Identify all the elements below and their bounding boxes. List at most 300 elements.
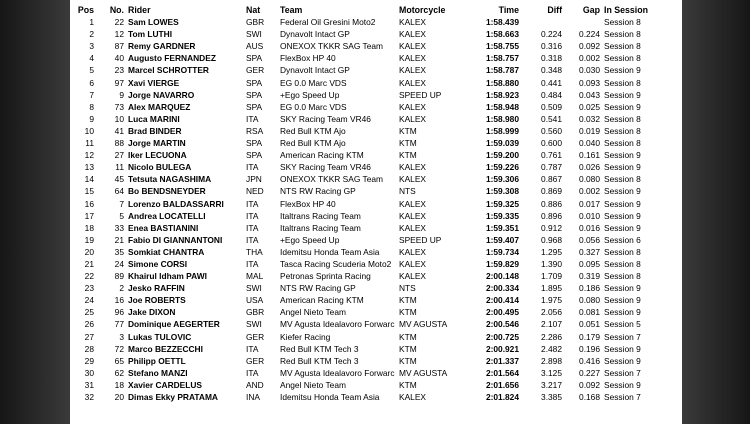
row-number: 12 xyxy=(114,29,124,40)
header-nat: Nat xyxy=(246,5,261,15)
row-diff xyxy=(521,16,564,28)
table-row xyxy=(70,173,682,185)
row-time: 1:58.439 xyxy=(485,17,519,28)
row-motorcycle: KALEX xyxy=(399,65,427,76)
table-row xyxy=(70,379,682,391)
row-nat: USA xyxy=(246,295,264,306)
table-row xyxy=(70,318,682,330)
row-team: Idemitsu Honda Team Asia xyxy=(280,392,380,402)
row-diff: 3.217 xyxy=(541,379,562,390)
row-pos: 23 xyxy=(84,283,94,294)
row-number: 22 xyxy=(114,17,124,28)
row-gap: 0.092 xyxy=(579,41,600,52)
row-session: Session 8 xyxy=(604,174,641,185)
table-row xyxy=(70,198,682,210)
row-motorcycle: KTM xyxy=(399,379,417,390)
row-number: 97 xyxy=(114,77,124,88)
row-diff: 0.867 xyxy=(541,174,562,185)
row-gap: 0.026 xyxy=(579,162,600,173)
row-team: NTS RW Racing GP xyxy=(280,283,356,294)
row-diff: 2.107 xyxy=(541,319,562,330)
row-rider: Enea BASTIANINI xyxy=(128,222,199,233)
row-team: FlexBox HP 40 xyxy=(280,198,336,209)
row-time: 1:59.335 xyxy=(485,210,519,221)
table-row xyxy=(70,52,682,64)
row-diff: 0.316 xyxy=(541,41,562,52)
row-session: Session 9 xyxy=(604,307,641,318)
row-diff: 0.896 xyxy=(541,210,562,221)
row-session: Session 9 xyxy=(604,150,641,161)
row-number: 73 xyxy=(114,101,124,112)
row-time: 2:00.921 xyxy=(485,343,519,354)
row-session: Session 8 xyxy=(604,17,641,28)
row-nat: ITA xyxy=(246,222,259,233)
row-team: Italtrans Racing Team xyxy=(280,222,361,233)
row-pos: 16 xyxy=(84,198,94,209)
row-number: 23 xyxy=(114,65,124,76)
row-team: +Ego Speed Up xyxy=(280,234,340,245)
table-row xyxy=(70,343,682,355)
header-team: Team xyxy=(280,5,303,15)
row-number: 41 xyxy=(114,125,124,136)
header-gap: Gap xyxy=(582,5,600,15)
row-gap: 0.092 xyxy=(579,379,600,390)
row-diff: 0.787 xyxy=(541,162,562,173)
row-gap: 0.179 xyxy=(579,331,600,342)
row-nat: GER xyxy=(246,355,265,366)
row-diff: 2.482 xyxy=(541,343,562,354)
row-motorcycle: KTM xyxy=(399,125,417,136)
table-row xyxy=(70,89,682,101)
row-team: Dynavolt Intact GP xyxy=(280,29,350,40)
row-nat: NED xyxy=(246,186,264,197)
row-gap: 0.168 xyxy=(579,392,600,402)
row-motorcycle: MV AGUSTA xyxy=(399,367,448,378)
row-pos: 11 xyxy=(85,138,94,149)
row-gap: 0.186 xyxy=(579,283,600,294)
row-team: Dynavolt Intact GP xyxy=(280,65,350,76)
row-number: 27 xyxy=(114,150,124,161)
row-gap: 0.040 xyxy=(579,138,600,149)
row-motorcycle: KALEX xyxy=(399,210,427,221)
row-rider: Bo BENDSNEYDER xyxy=(128,186,206,197)
row-team: Petronas Sprinta Racing xyxy=(280,271,371,282)
row-team: Angel Nieto Team xyxy=(280,307,346,318)
row-nat: GER xyxy=(246,65,265,76)
row-session: Session 8 xyxy=(604,138,641,149)
row-session: Session 8 xyxy=(604,53,641,64)
row-gap: 0.056 xyxy=(579,234,600,245)
row-number: 33 xyxy=(114,222,124,233)
row-number: 35 xyxy=(114,246,124,257)
row-motorcycle: KALEX xyxy=(399,113,427,124)
row-motorcycle: SPEED UP xyxy=(399,89,442,100)
row-diff: 1.390 xyxy=(541,258,562,269)
table-row xyxy=(70,161,682,173)
table-row xyxy=(70,246,682,258)
table-row xyxy=(70,64,682,76)
row-pos: 9 xyxy=(89,113,94,124)
row-session: Session 9 xyxy=(604,186,641,197)
row-nat: THA xyxy=(246,246,263,257)
row-diff: 1.895 xyxy=(541,283,562,294)
row-diff: 1.295 xyxy=(541,246,562,257)
row-time: 2:01.824 xyxy=(485,392,519,402)
row-diff: 0.761 xyxy=(541,150,562,161)
row-diff: 0.968 xyxy=(541,234,562,245)
row-rider: Philipp OETTL xyxy=(128,355,186,366)
row-nat: MAL xyxy=(246,271,264,282)
row-time: 2:00.414 xyxy=(485,295,519,306)
row-time: 1:58.923 xyxy=(485,89,519,100)
row-session: Session 9 xyxy=(604,65,641,76)
row-session: Session 9 xyxy=(604,283,641,294)
row-rider: Iker LECUONA xyxy=(128,150,187,161)
row-team: EG 0.0 Marc VDS xyxy=(280,77,347,88)
row-team: Red Bull KTM Ajo xyxy=(280,125,346,136)
table-row xyxy=(70,391,682,403)
row-motorcycle: KALEX xyxy=(399,246,427,257)
row-session: Session 8 xyxy=(604,77,641,88)
row-rider: Augusto FERNANDEZ xyxy=(128,53,216,64)
row-motorcycle: KTM xyxy=(399,150,417,161)
row-team: Federal Oil Gresini Moto2 xyxy=(280,17,376,28)
row-gap: 0.030 xyxy=(579,65,600,76)
row-number: 24 xyxy=(114,258,124,269)
row-rider: Jake DIXON xyxy=(128,307,176,318)
row-rider: Stefano MANZI xyxy=(128,367,188,378)
row-session: Session 8 xyxy=(604,113,641,124)
row-motorcycle: KTM xyxy=(399,331,417,342)
row-nat: SPA xyxy=(246,89,263,100)
row-pos: 5 xyxy=(89,65,94,76)
row-team: Red Bull KTM Ajo xyxy=(280,138,346,149)
row-session: Session 9 xyxy=(604,210,641,221)
row-diff: 0.560 xyxy=(541,125,562,136)
header-no: No. xyxy=(109,5,124,15)
header-session: In Session xyxy=(604,5,648,15)
row-motorcycle: KTM xyxy=(399,138,417,149)
row-diff: 0.912 xyxy=(541,222,562,233)
row-number: 18 xyxy=(114,379,124,390)
row-pos: 24 xyxy=(84,295,94,306)
row-time: 2:00.495 xyxy=(485,307,519,318)
row-nat: RSA xyxy=(246,125,264,136)
row-motorcycle: KTM xyxy=(399,307,417,318)
row-rider: Nicolo BULEGA xyxy=(128,162,192,173)
row-session: Session 9 xyxy=(604,379,641,390)
row-session: Session 9 xyxy=(604,198,641,209)
row-number: 16 xyxy=(114,295,124,306)
row-pos: 17 xyxy=(84,210,94,221)
row-nat: ITA xyxy=(246,162,259,173)
row-time: 2:01.564 xyxy=(485,367,519,378)
row-motorcycle: KALEX xyxy=(399,53,427,64)
row-team: American Racing KTM xyxy=(280,150,364,161)
row-motorcycle: NTS xyxy=(399,186,416,197)
row-session: Session 7 xyxy=(604,331,641,342)
row-session: Session 7 xyxy=(604,367,641,378)
row-number: 9 xyxy=(119,89,124,100)
row-pos: 19 xyxy=(84,234,94,245)
row-rider: Tetsuta NAGASHIMA xyxy=(128,174,212,185)
row-number: 88 xyxy=(114,138,124,149)
row-time: 2:00.725 xyxy=(485,331,519,342)
row-time: 1:59.829 xyxy=(485,258,519,269)
row-gap: 0.319 xyxy=(579,271,600,282)
row-rider: Jorge NAVARRO xyxy=(128,89,195,100)
results-table xyxy=(70,4,682,403)
row-pos: 26 xyxy=(84,319,94,330)
row-gap xyxy=(564,16,602,28)
header-time: Time xyxy=(498,5,519,15)
row-rider: Khairul Idham PAWI xyxy=(128,271,207,282)
row-pos: 27 xyxy=(84,331,94,342)
row-rider: Remy GARDNER xyxy=(128,41,196,52)
table-row xyxy=(70,331,682,343)
row-team: Italtrans Racing Team xyxy=(280,210,361,221)
row-time: 1:59.308 xyxy=(485,186,519,197)
row-rider: Andrea LOCATELLI xyxy=(128,210,206,221)
row-time: 1:59.325 xyxy=(485,198,519,209)
row-motorcycle: KALEX xyxy=(399,77,427,88)
table-row xyxy=(70,16,682,28)
row-session: Session 8 xyxy=(604,29,641,40)
table-row xyxy=(70,77,682,89)
row-motorcycle: KTM xyxy=(399,295,417,306)
row-number: 10 xyxy=(114,113,124,124)
row-pos: 28 xyxy=(84,343,94,354)
row-session: Session 5 xyxy=(604,319,641,330)
table-row xyxy=(70,113,682,125)
row-nat: JPN xyxy=(246,174,262,185)
row-team: +Ego Speed Up xyxy=(280,89,340,100)
row-motorcycle: NTS xyxy=(399,283,416,294)
table-row xyxy=(70,294,682,306)
row-gap: 0.081 xyxy=(579,307,600,318)
row-diff: 0.541 xyxy=(541,113,562,124)
row-rider: Sam LOWES xyxy=(128,17,179,28)
row-nat: SPA xyxy=(246,138,263,149)
row-pos: 30 xyxy=(84,367,94,378)
row-time: 2:01.656 xyxy=(485,379,519,390)
row-pos: 8 xyxy=(89,101,94,112)
row-nat: ITA xyxy=(246,258,259,269)
table-row xyxy=(70,28,682,40)
row-rider: Jorge MARTIN xyxy=(128,138,186,149)
table-row xyxy=(70,137,682,149)
row-nat: SPA xyxy=(246,53,263,64)
row-number: 3 xyxy=(119,331,124,342)
row-nat: AND xyxy=(246,379,264,390)
row-nat: GBR xyxy=(246,17,265,28)
header-pos: Pos xyxy=(77,5,94,15)
row-pos: 15 xyxy=(84,186,94,197)
row-diff: 0.869 xyxy=(541,186,562,197)
table-row xyxy=(70,222,682,234)
row-gap: 0.095 xyxy=(579,258,600,269)
row-time: 1:58.880 xyxy=(485,77,519,88)
row-pos: 2 xyxy=(89,29,94,40)
row-nat: SPA xyxy=(246,150,263,161)
row-nat: ITA xyxy=(246,210,259,221)
row-motorcycle: KALEX xyxy=(399,29,427,40)
row-gap: 0.016 xyxy=(579,222,600,233)
row-team: MV Agusta Idealavoro Forwarc xyxy=(280,367,395,378)
table-row xyxy=(70,367,682,379)
row-rider: Dimas Ekky PRATAMA xyxy=(128,392,218,402)
table-row xyxy=(70,149,682,161)
table-row xyxy=(70,306,682,318)
row-time: 1:58.999 xyxy=(485,125,519,136)
row-number: 2 xyxy=(119,283,124,294)
row-time: 1:59.734 xyxy=(485,246,519,257)
row-pos: 4 xyxy=(89,53,94,64)
row-nat: SWI xyxy=(246,29,262,40)
row-time: 1:59.351 xyxy=(485,222,519,233)
row-nat: SPA xyxy=(246,77,263,88)
row-session: Session 8 xyxy=(604,271,641,282)
row-gap: 0.224 xyxy=(579,29,600,40)
table-row xyxy=(70,101,682,113)
row-rider: Simone CORSI xyxy=(128,258,188,269)
row-number: 21 xyxy=(114,234,124,245)
row-time: 1:59.200 xyxy=(485,150,519,161)
row-diff: 0.509 xyxy=(541,101,562,112)
right-dark-border xyxy=(682,0,750,424)
row-motorcycle: KALEX xyxy=(399,271,427,282)
row-session: Session 7 xyxy=(604,392,641,402)
row-pos: 1 xyxy=(89,17,94,28)
row-team: ONEXOX TKKR SAG Team xyxy=(280,41,384,52)
row-rider: Xavi VIERGE xyxy=(128,77,180,88)
row-motorcycle: KTM xyxy=(399,343,417,354)
row-session: Session 8 xyxy=(604,246,641,257)
row-gap: 0.043 xyxy=(579,89,600,100)
row-nat: ITA xyxy=(246,234,259,245)
table-row xyxy=(70,270,682,282)
row-pos: 20 xyxy=(84,246,94,257)
row-team: Angel Nieto Team xyxy=(280,379,346,390)
row-number: 72 xyxy=(114,343,124,354)
row-nat: ITA xyxy=(246,113,259,124)
row-gap: 0.416 xyxy=(579,355,600,366)
row-rider: Tom LUTHI xyxy=(128,29,173,40)
row-pos: 21 xyxy=(84,258,94,269)
table-row xyxy=(70,355,682,367)
row-gap: 0.080 xyxy=(579,174,600,185)
results-sheet xyxy=(70,0,682,424)
row-motorcycle: KALEX xyxy=(399,392,427,402)
row-number: 87 xyxy=(114,41,124,52)
row-nat: SWI xyxy=(246,283,262,294)
row-gap: 0.019 xyxy=(579,125,600,136)
row-motorcycle: MV AGUSTA xyxy=(399,319,448,330)
row-time: 1:59.306 xyxy=(485,174,519,185)
row-time: 1:58.755 xyxy=(485,41,519,52)
row-team: ONEXOX TKKR SAG Team xyxy=(280,174,384,185)
row-gap: 0.025 xyxy=(579,101,600,112)
row-session: Session 9 xyxy=(604,343,641,354)
row-session: Session 9 xyxy=(604,295,641,306)
row-motorcycle: SPEED UP xyxy=(399,234,442,245)
row-time: 2:01.337 xyxy=(485,355,519,366)
row-gap: 0.093 xyxy=(579,77,600,88)
row-session: Session 8 xyxy=(604,258,641,269)
row-session: Session 9 xyxy=(604,162,641,173)
row-nat: SWI xyxy=(246,319,262,330)
row-diff: 0.484 xyxy=(541,89,562,100)
row-gap: 0.227 xyxy=(579,367,600,378)
row-motorcycle: KALEX xyxy=(399,162,427,173)
row-number: 96 xyxy=(114,307,124,318)
row-diff: 0.348 xyxy=(541,65,562,76)
row-gap: 0.002 xyxy=(579,53,600,64)
header-rider: Rider xyxy=(128,5,151,15)
row-number: 89 xyxy=(114,271,124,282)
row-session: Session 9 xyxy=(604,355,641,366)
row-nat: ITA xyxy=(246,198,259,209)
row-time: 2:00.334 xyxy=(485,283,519,294)
row-pos: 22 xyxy=(84,271,94,282)
left-dark-border xyxy=(0,0,70,424)
row-time: 1:58.787 xyxy=(485,65,519,76)
row-rider: Jesko RAFFIN xyxy=(128,283,185,294)
table-row xyxy=(70,40,682,52)
row-rider: Xavier CARDELUS xyxy=(128,379,203,390)
row-nat: AUS xyxy=(246,41,264,52)
row-pos: 18 xyxy=(84,222,94,233)
row-time: 2:00.546 xyxy=(485,319,519,330)
row-nat: INA xyxy=(246,392,260,402)
row-number: 20 xyxy=(114,392,124,402)
row-diff: 0.224 xyxy=(541,29,562,40)
row-time: 1:59.039 xyxy=(485,138,519,149)
row-session: Session 8 xyxy=(604,125,641,136)
row-pos: 10 xyxy=(84,125,94,136)
table-row xyxy=(70,258,682,270)
row-rider: Dominique AEGERTER xyxy=(128,319,220,330)
row-session: Session 9 xyxy=(604,101,641,112)
row-number: 45 xyxy=(114,174,124,185)
row-time: 1:58.948 xyxy=(485,101,519,112)
row-pos: 6 xyxy=(89,77,94,88)
row-number: 40 xyxy=(114,53,124,64)
row-motorcycle: KALEX xyxy=(399,101,427,112)
row-motorcycle: KALEX xyxy=(399,174,427,185)
row-session: Session 6 xyxy=(604,234,641,245)
row-diff: 0.886 xyxy=(541,198,562,209)
row-motorcycle: KALEX xyxy=(399,222,427,233)
row-gap: 0.327 xyxy=(579,246,600,257)
row-team: American Racing KTM xyxy=(280,295,364,306)
row-session: Session 8 xyxy=(604,41,641,52)
table-row xyxy=(70,125,682,137)
row-pos: 32 xyxy=(84,392,94,402)
row-nat: GER xyxy=(246,331,265,342)
row-session: Session 9 xyxy=(604,89,641,100)
row-nat: GBR xyxy=(246,307,265,318)
row-diff: 0.600 xyxy=(541,138,562,149)
row-session: Session 9 xyxy=(604,222,641,233)
row-rider: Somkiat CHANTRA xyxy=(128,246,205,257)
row-gap: 0.051 xyxy=(579,319,600,330)
row-gap: 0.161 xyxy=(579,150,600,161)
row-pos: 3 xyxy=(89,41,94,52)
row-time: 1:58.980 xyxy=(485,113,519,124)
row-diff: 0.318 xyxy=(541,53,562,64)
row-nat: SPA xyxy=(246,101,263,112)
